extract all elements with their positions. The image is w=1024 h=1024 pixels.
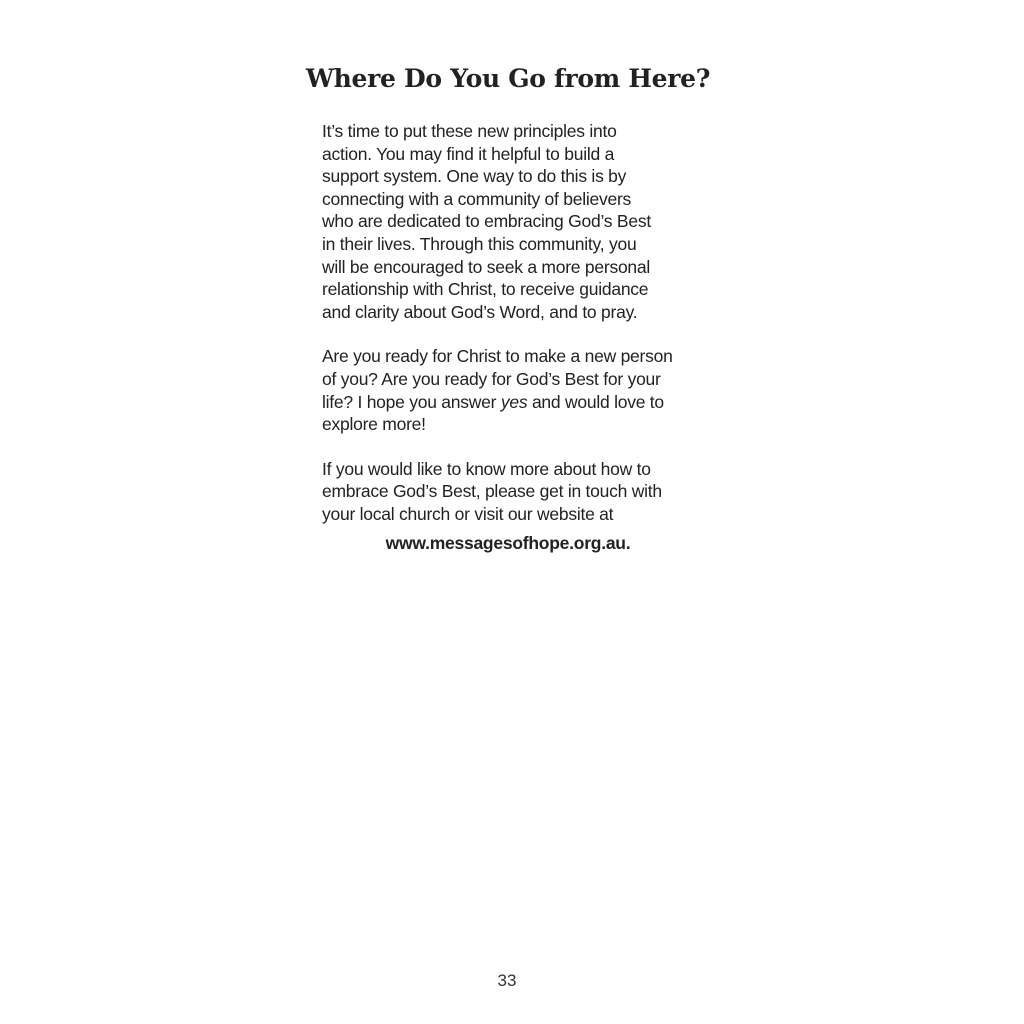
paragraph-line: your local church or visit our website at	[322, 503, 614, 524]
page-number: 33	[497, 971, 517, 990]
paragraph-line: It’s time to put these new principles into	[322, 121, 617, 141]
paragraph-line: connecting with a community of believers	[322, 188, 632, 209]
paragraph-line: relationship with Christ, to receive guidance	[322, 279, 649, 300]
page-title: Where Do You Go from Here?	[305, 64, 711, 93]
line-text: and would love to	[527, 391, 664, 412]
website-link[interactable]: www.messagesofhope.org.au.	[385, 533, 631, 553]
paragraph-line: support system. One way to do this is by	[322, 166, 627, 187]
emphasis-yes: yes	[500, 391, 528, 412]
paragraph-line: action. You may find it helpful to build a	[322, 143, 615, 164]
body-text	[322, 120, 694, 532]
paragraph-line: and clarity about God’s Word, and to pray.	[322, 301, 638, 322]
paragraph-question	[322, 345, 694, 435]
paragraph-contact	[322, 458, 694, 526]
paragraph-intro	[322, 120, 694, 323]
paragraph-line	[322, 391, 694, 414]
line-text: life? I hope you answer	[322, 391, 501, 412]
paragraph-line: Are you ready for Christ to make a new person	[322, 346, 673, 367]
paragraph-line: who are dedicated to embracing God’s Best	[322, 211, 651, 232]
paragraph-line: of you? Are you ready for God’s Best for your	[322, 368, 661, 389]
paragraph-line: explore more!	[322, 414, 426, 435]
paragraph-line: in their lives. Through this community, you	[322, 233, 637, 254]
paragraph-line: will be encouraged to seek a more personal	[322, 256, 651, 277]
paragraph-line: If you would like to know more about how to	[322, 458, 651, 479]
paragraph-line: embrace God’s Best, please get in touch with	[322, 481, 662, 502]
